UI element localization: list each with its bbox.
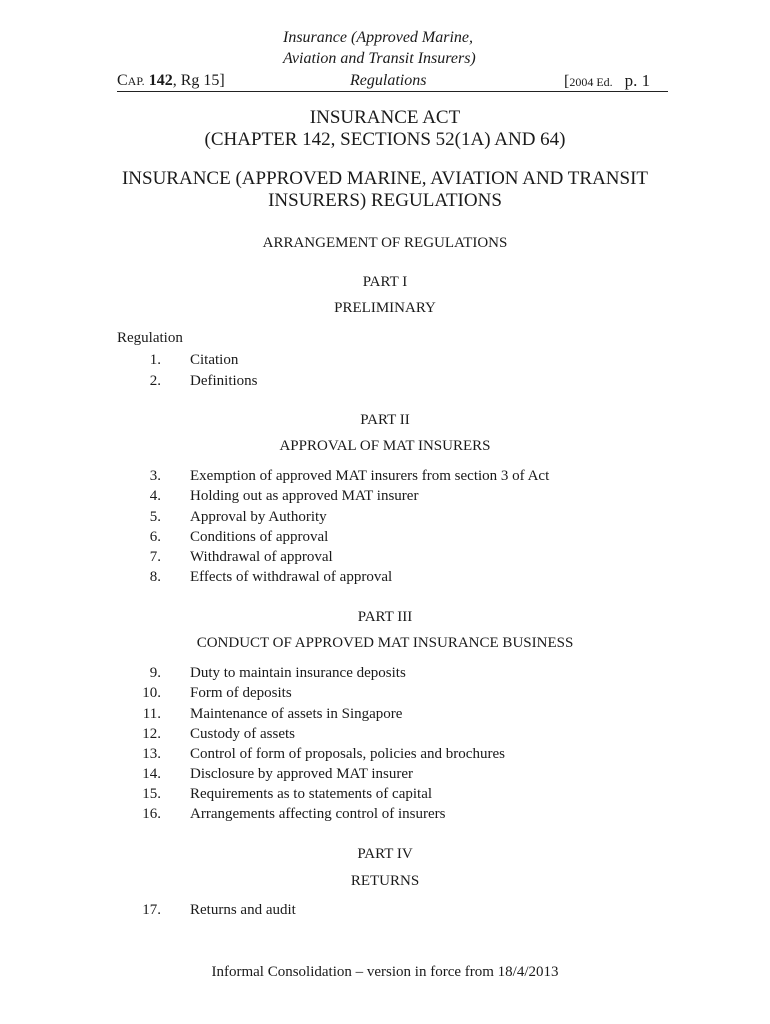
regulation-title: Custody of assets <box>190 726 295 742</box>
arrangement-heading: ARRANGEMENT OF REGULATIONS <box>262 235 508 251</box>
regulation-number: 8. <box>149 569 161 585</box>
edition-info <box>564 71 650 91</box>
regulations-title-line1: INSURANCE (APPROVED MARINE, AVIATION AND TRANSIT <box>121 168 649 189</box>
regulation-title: Withdrawal of approval <box>190 549 333 565</box>
regulation-column-label: Regulation <box>117 330 183 346</box>
regulation-number: 3. <box>149 468 161 484</box>
regulation-title: Duty to maintain insurance deposits <box>190 665 406 681</box>
header-title-line1: Insurance (Approved Marine, <box>283 29 474 46</box>
part-label: PART IV <box>357 846 413 862</box>
regulation-number: 12. <box>142 726 161 742</box>
cap-rest: AP. <box>127 74 145 88</box>
regulation-number: 15. <box>142 786 161 802</box>
regulation-title: Effects of withdrawal of approval <box>190 569 393 585</box>
regulation-number: 10. <box>142 685 161 701</box>
header-rule <box>117 91 668 92</box>
edition-label: 2004 Ed. <box>569 75 613 89</box>
regulation-number: 14. <box>142 766 161 782</box>
chapter-reference <box>117 72 225 90</box>
regulation-title: Definitions <box>190 373 258 389</box>
regulation-number: 5. <box>149 509 161 525</box>
consolidation-footer: Informal Consolidation – version in force from 18/4/2013 <box>211 964 559 980</box>
regulation-title: Control of form of proposals, policies and brochures <box>190 746 505 762</box>
regulation-title: Approval by Authority <box>190 509 327 525</box>
regulation-title: Holding out as approved MAT insurer <box>190 488 419 504</box>
regulation-number: 9. <box>149 665 161 681</box>
regulation-title: Exemption of approved MAT insurers from section 3 of Act <box>190 468 550 484</box>
part-label: PART II <box>360 412 410 428</box>
regulation-number: 7. <box>149 549 161 565</box>
header-title-line2: Aviation and Transit Insurers) <box>283 50 476 67</box>
cap-regulation: , Rg 15] <box>172 72 225 89</box>
edition-bracket: [ <box>564 73 570 90</box>
regulation-title: Requirements as to statements of capital <box>190 786 433 802</box>
regulation-title: Arrangements affecting control of insurers <box>190 806 446 822</box>
header-title-line3: Regulations <box>350 72 427 89</box>
page-number: p. 1 <box>624 71 651 90</box>
regulation-number: 1. <box>149 352 161 368</box>
regulation-number: 2. <box>149 373 161 389</box>
part-heading: APPROVAL OF MAT INSURERS <box>279 438 491 454</box>
regulation-title: Returns and audit <box>190 902 296 918</box>
cap-initial: C <box>117 72 128 89</box>
part-label: PART I <box>362 274 408 290</box>
act-title: INSURANCE ACT <box>309 107 461 128</box>
regulation-number: 11. <box>142 706 161 722</box>
cap-number: 142 <box>148 72 173 89</box>
regulations-title-line2: INSURERS) REGULATIONS <box>268 190 502 211</box>
regulation-title: Form of deposits <box>190 685 292 701</box>
regulation-number: 4. <box>149 488 161 504</box>
regulation-number: 13. <box>142 746 161 762</box>
act-chapter: (CHAPTER 142, SECTIONS 52(1A) AND 64) <box>204 129 566 150</box>
part-heading: PRELIMINARY <box>334 300 436 316</box>
part-heading: RETURNS <box>350 873 420 889</box>
regulation-title: Maintenance of assets in Singapore <box>190 706 403 722</box>
regulation-number: 6. <box>149 529 161 545</box>
part-label: PART III <box>357 609 413 625</box>
regulation-title: Citation <box>190 352 239 368</box>
regulation-number: 16. <box>142 806 161 822</box>
regulation-title: Conditions of approval <box>190 529 329 545</box>
regulation-title: Disclosure by approved MAT insurer <box>190 766 414 782</box>
part-heading: CONDUCT OF APPROVED MAT INSURANCE BUSINESS <box>196 635 574 651</box>
regulation-number: 17. <box>142 902 161 918</box>
